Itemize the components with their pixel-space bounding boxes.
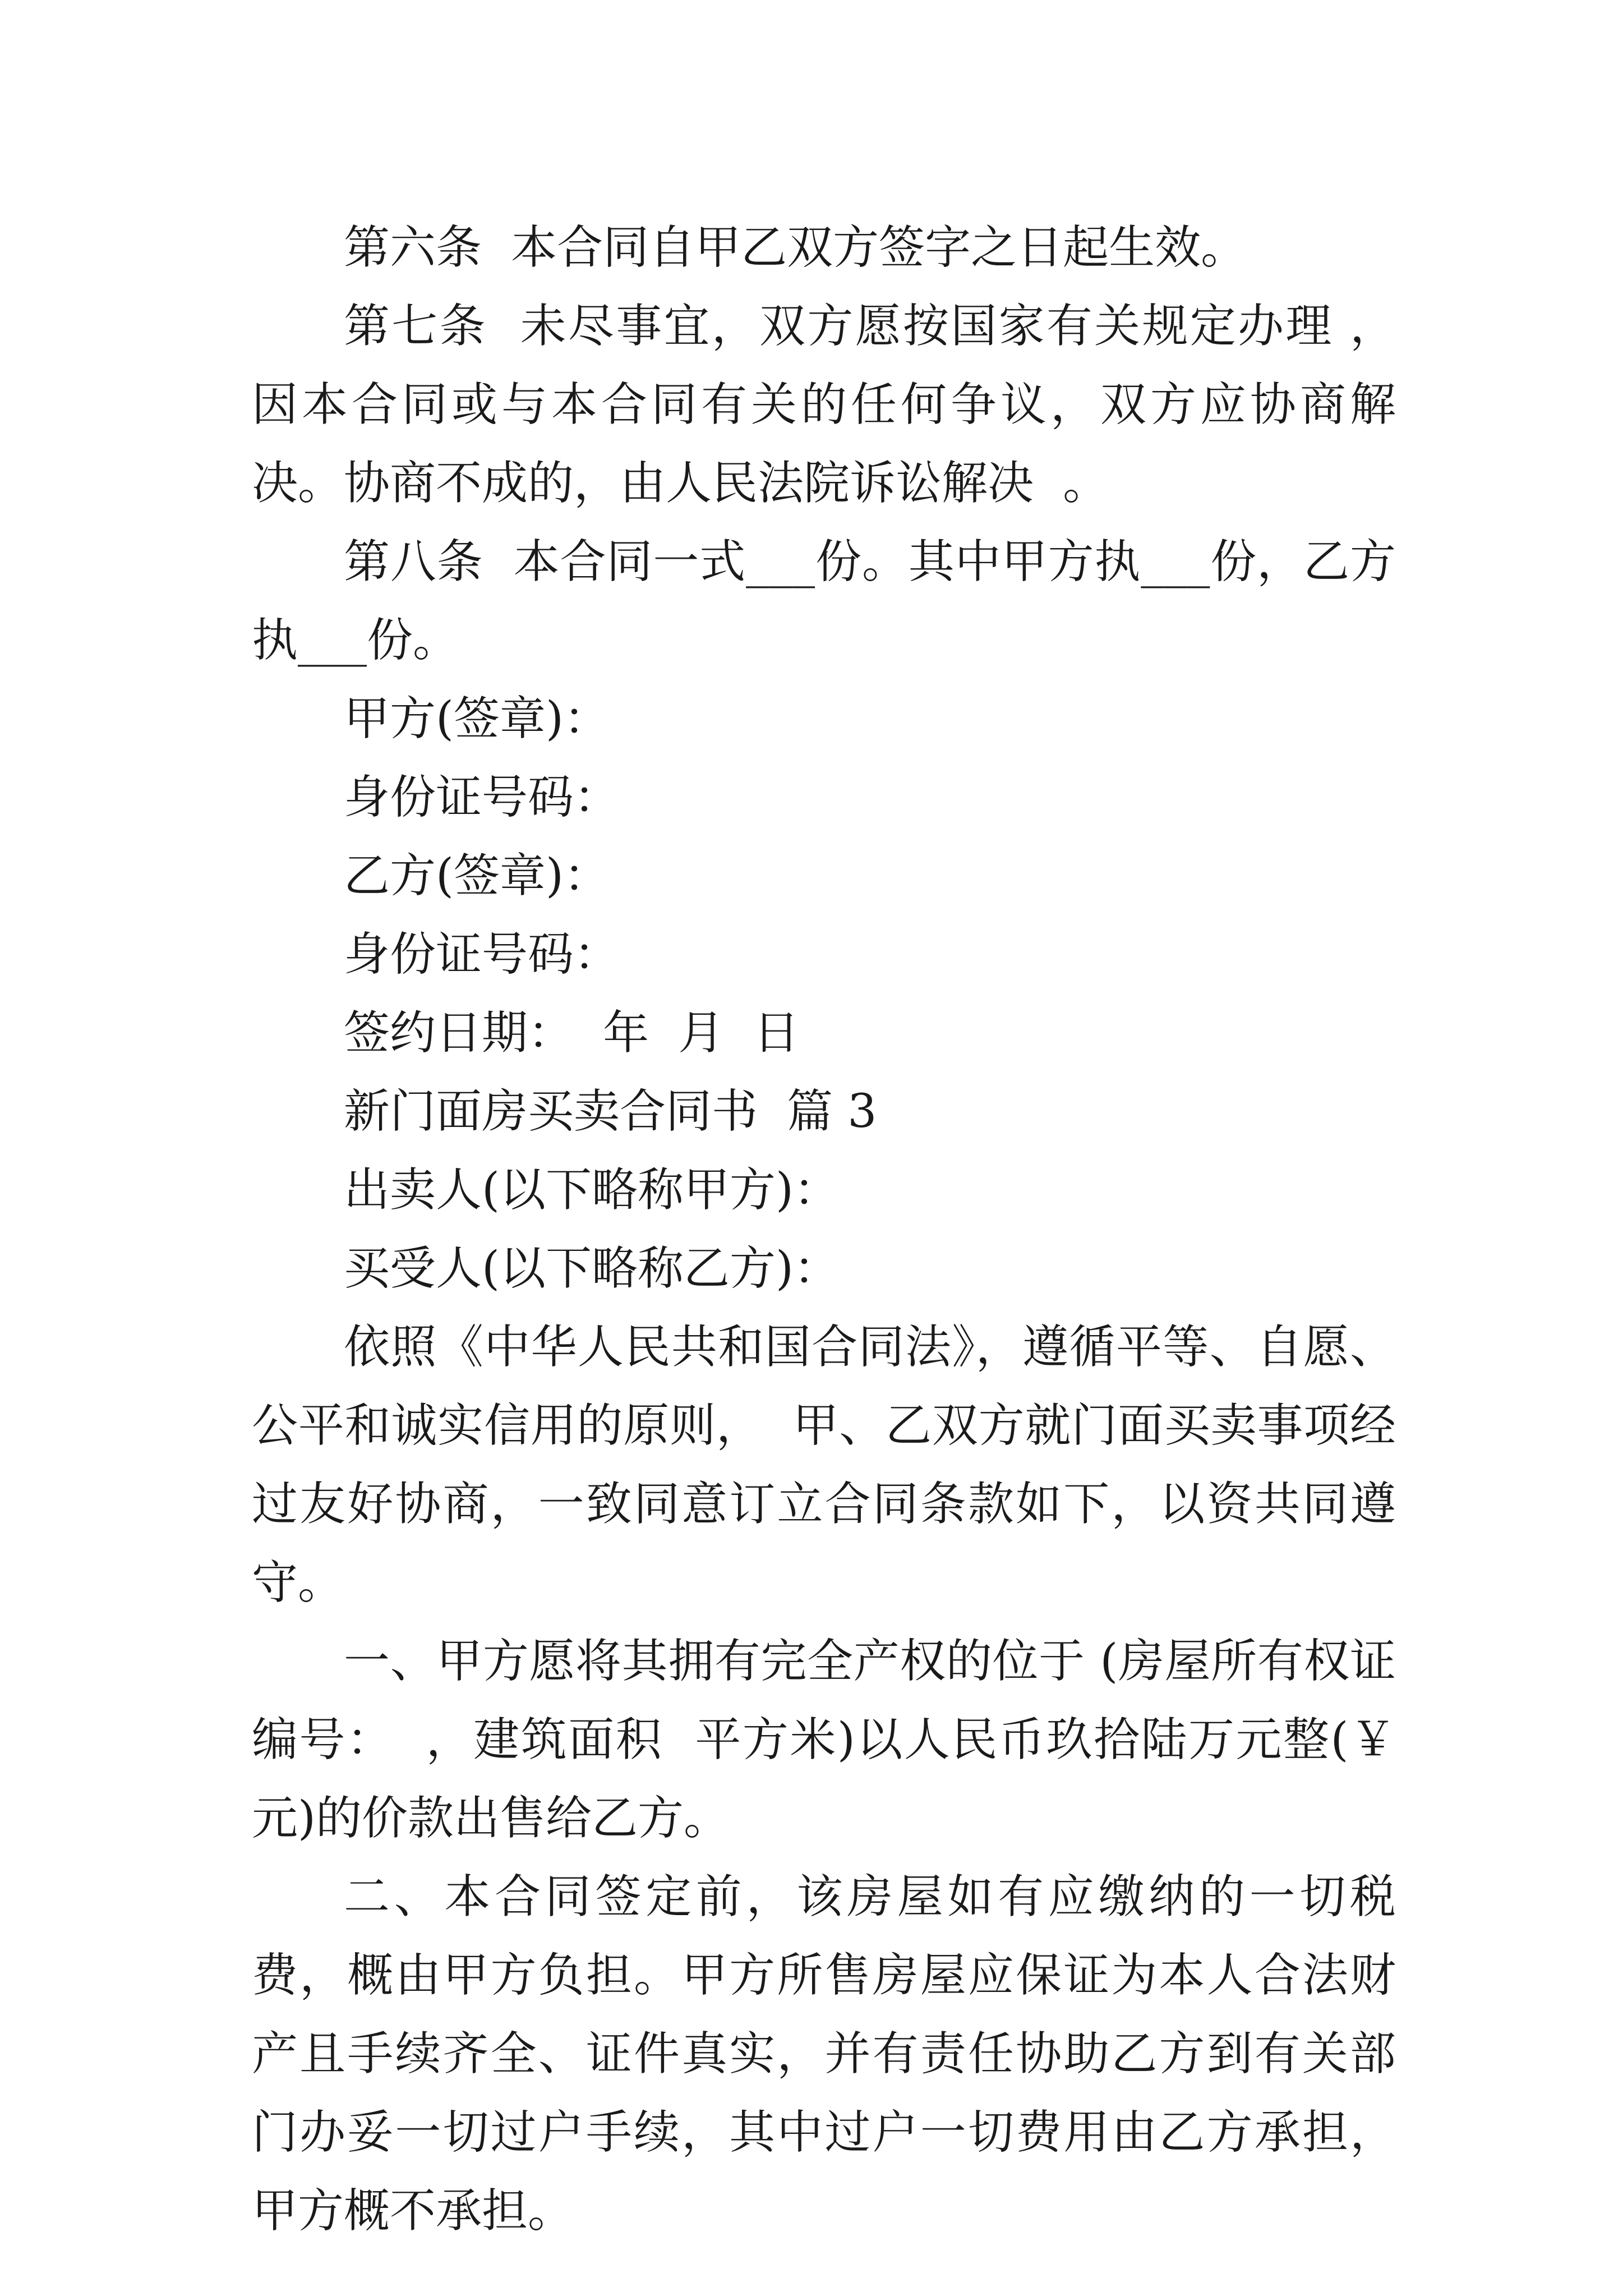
party-a-signature: 甲方(签章)： — [344, 692, 610, 746]
party-b-signature: 乙方(签章)： — [344, 849, 610, 903]
article-six: 第六条 本合同自甲乙双方签字之日起生效。 — [344, 221, 1247, 274]
buyer-line: 买受人(以下略称乙方)： — [344, 1242, 840, 1295]
article-eight: 第八条 本合同一式___份。其中甲方执___份，乙方执___份。 — [252, 535, 1396, 667]
clause-two: 二、本合同签定前，该房屋如有应缴纳的一切税费，概由甲方负担。甲方所售房屋应保证为本人合法财产且手续齐全、证件真实，并有责任协助乙方到有关部门办妥一切过户手续，其中过户一切费用由乙方承担，甲方概不承担。 — [252, 1870, 1396, 2238]
section-title: 新门面房买卖合同书 篇 3 — [344, 1085, 877, 1138]
seller-line: 出卖人(以下略称甲方)： — [344, 1163, 840, 1217]
contract-text — [252, 209, 1426, 2251]
clause-one: 一、甲方愿将其拥有完全产权的位于 (房屋所有权证编号： ，建筑面积 平方米)以人民币玖拾陆万元整(￥ 元)的价款出售给乙方。 — [252, 1635, 1426, 1845]
preamble: 依照《中华人民共和国合同法》，遵循平等、自愿、公平和诚实信用的原则， 甲、乙双方就门面买卖事项经过友好协商，一致同意订立合同条款如下，以资共同遵守。 — [252, 1320, 1396, 1609]
party-a-id-number: 身份证号码： — [344, 771, 620, 824]
article-seven: 第七条 未尽事宜，双方愿按国家有关规定办理 ，因本合同或与本合同有关的任何争议，双方应协商解决。协商不成的，由人民法院诉讼解决 。 — [252, 300, 1396, 510]
signing-date: 签约日期： 年 月 日 — [344, 1006, 800, 1060]
party-b-id-number: 身份证号码： — [344, 928, 620, 981]
